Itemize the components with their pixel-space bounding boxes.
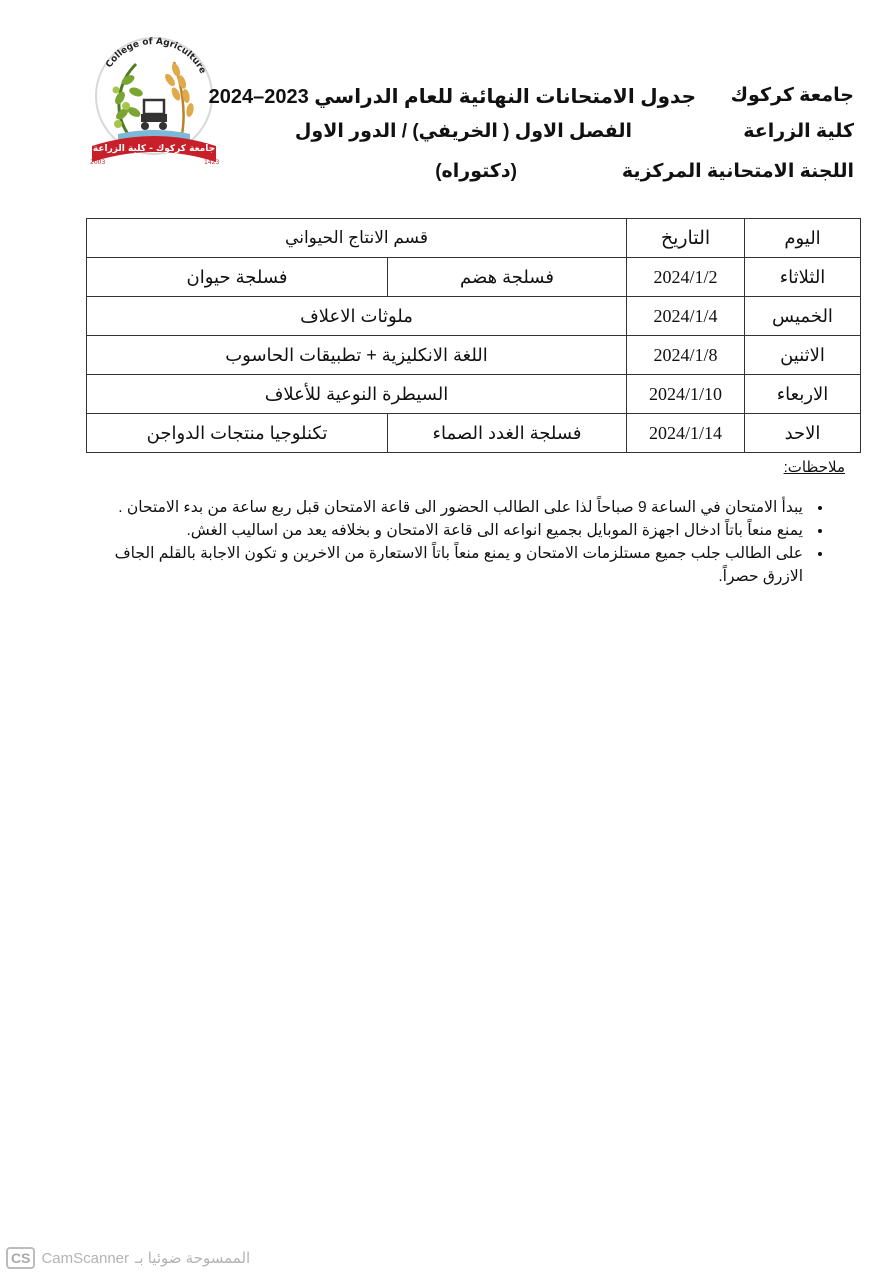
row-day: الاربعاء <box>745 375 861 414</box>
row-date: 2024/1/14 <box>627 414 745 453</box>
row-date: 2024/1/10 <box>627 375 745 414</box>
watermark-text: CamScanner <box>41 1249 129 1267</box>
college-logo <box>78 34 230 170</box>
row-date: 2024/1/8 <box>627 336 745 375</box>
row-subject: ملوثات الاعلاف <box>87 297 627 336</box>
header-date: التاريخ <box>627 219 745 258</box>
note-item: • يمنع منعاً باتاً ادخال اجهزة الموبايل بجميع انواعه الى قاعة الامتحان و بخلافه يعد من اساليب الغش. <box>107 519 807 542</box>
degree-label: (دكتوراه) <box>435 161 517 182</box>
exam-schedule-table <box>86 218 861 453</box>
note-item: • على الطالب جلب جميع مستلزمات الامتحان و يمنع منعاً باتاً الاستعارة من الاخرين و تكون الاجابة بالقلم الجاف الازرق حصراً. <box>107 542 807 588</box>
svg-text:2003: 2003 <box>90 159 106 166</box>
header-day: اليوم <box>745 219 861 258</box>
schedule-title: جدول الامتحانات النهائية للعام الدراسي 2023–2024 <box>208 86 696 108</box>
table-row <box>87 375 861 414</box>
row-subject: تكنلوجيا منتجات الدواجن <box>87 414 388 453</box>
notes-list <box>107 496 845 588</box>
row-day: الاثنين <box>745 336 861 375</box>
university-name: جامعة كركوك <box>730 85 854 106</box>
row-subject: اللغة الانكليزية + تطبيقات الحاسوب <box>87 336 627 375</box>
camscanner-logo-icon: CS <box>6 1247 35 1269</box>
svg-text:College of Agriculture: College of Agriculture <box>104 36 208 76</box>
header-department: قسم الانتاج الحيواني <box>87 219 627 258</box>
row-day: الثلاثاء <box>745 258 861 297</box>
committee-name: اللجنة الامتحانية المركزية <box>621 161 854 182</box>
svg-text:جامعة كركوك - كلية الزراعة: جامعة كركوك - كلية الزراعة <box>92 144 216 154</box>
row-date: 2024/1/2 <box>627 258 745 297</box>
college-name: كلية الزراعة <box>743 121 854 142</box>
note-item: • يبدأ الامتحان في الساعة 9 صباحاً لذا على الطالب الحضور الى قاعة الامتحان قبل ربع ساعة من بدء الامتحان . <box>107 496 807 519</box>
svg-text:1423: 1423 <box>204 159 220 166</box>
semester-label: الفصل الاول ( الخريفي) / الدور الاول <box>294 121 632 142</box>
row-subject: فسلجة هضم <box>388 258 627 297</box>
notes-title: ملاحظات: <box>783 459 845 476</box>
row-subject: السيطرة النوعية للأعلاف <box>87 375 627 414</box>
row-subject: فسلجة حيوان <box>87 258 388 297</box>
table-row <box>87 258 861 297</box>
row-subject: فسلجة الغدد الصماء <box>388 414 627 453</box>
table-header-row <box>87 219 861 258</box>
table-row <box>87 414 861 453</box>
row-day: الخميس <box>745 297 861 336</box>
watermark-arabic: الممسوحة ضوئيا بـ <box>135 1250 251 1267</box>
row-date: 2024/1/4 <box>627 297 745 336</box>
table-row <box>87 297 861 336</box>
table-row <box>87 336 861 375</box>
row-day: الاحد <box>745 414 861 453</box>
camscanner-watermark <box>6 1247 250 1269</box>
